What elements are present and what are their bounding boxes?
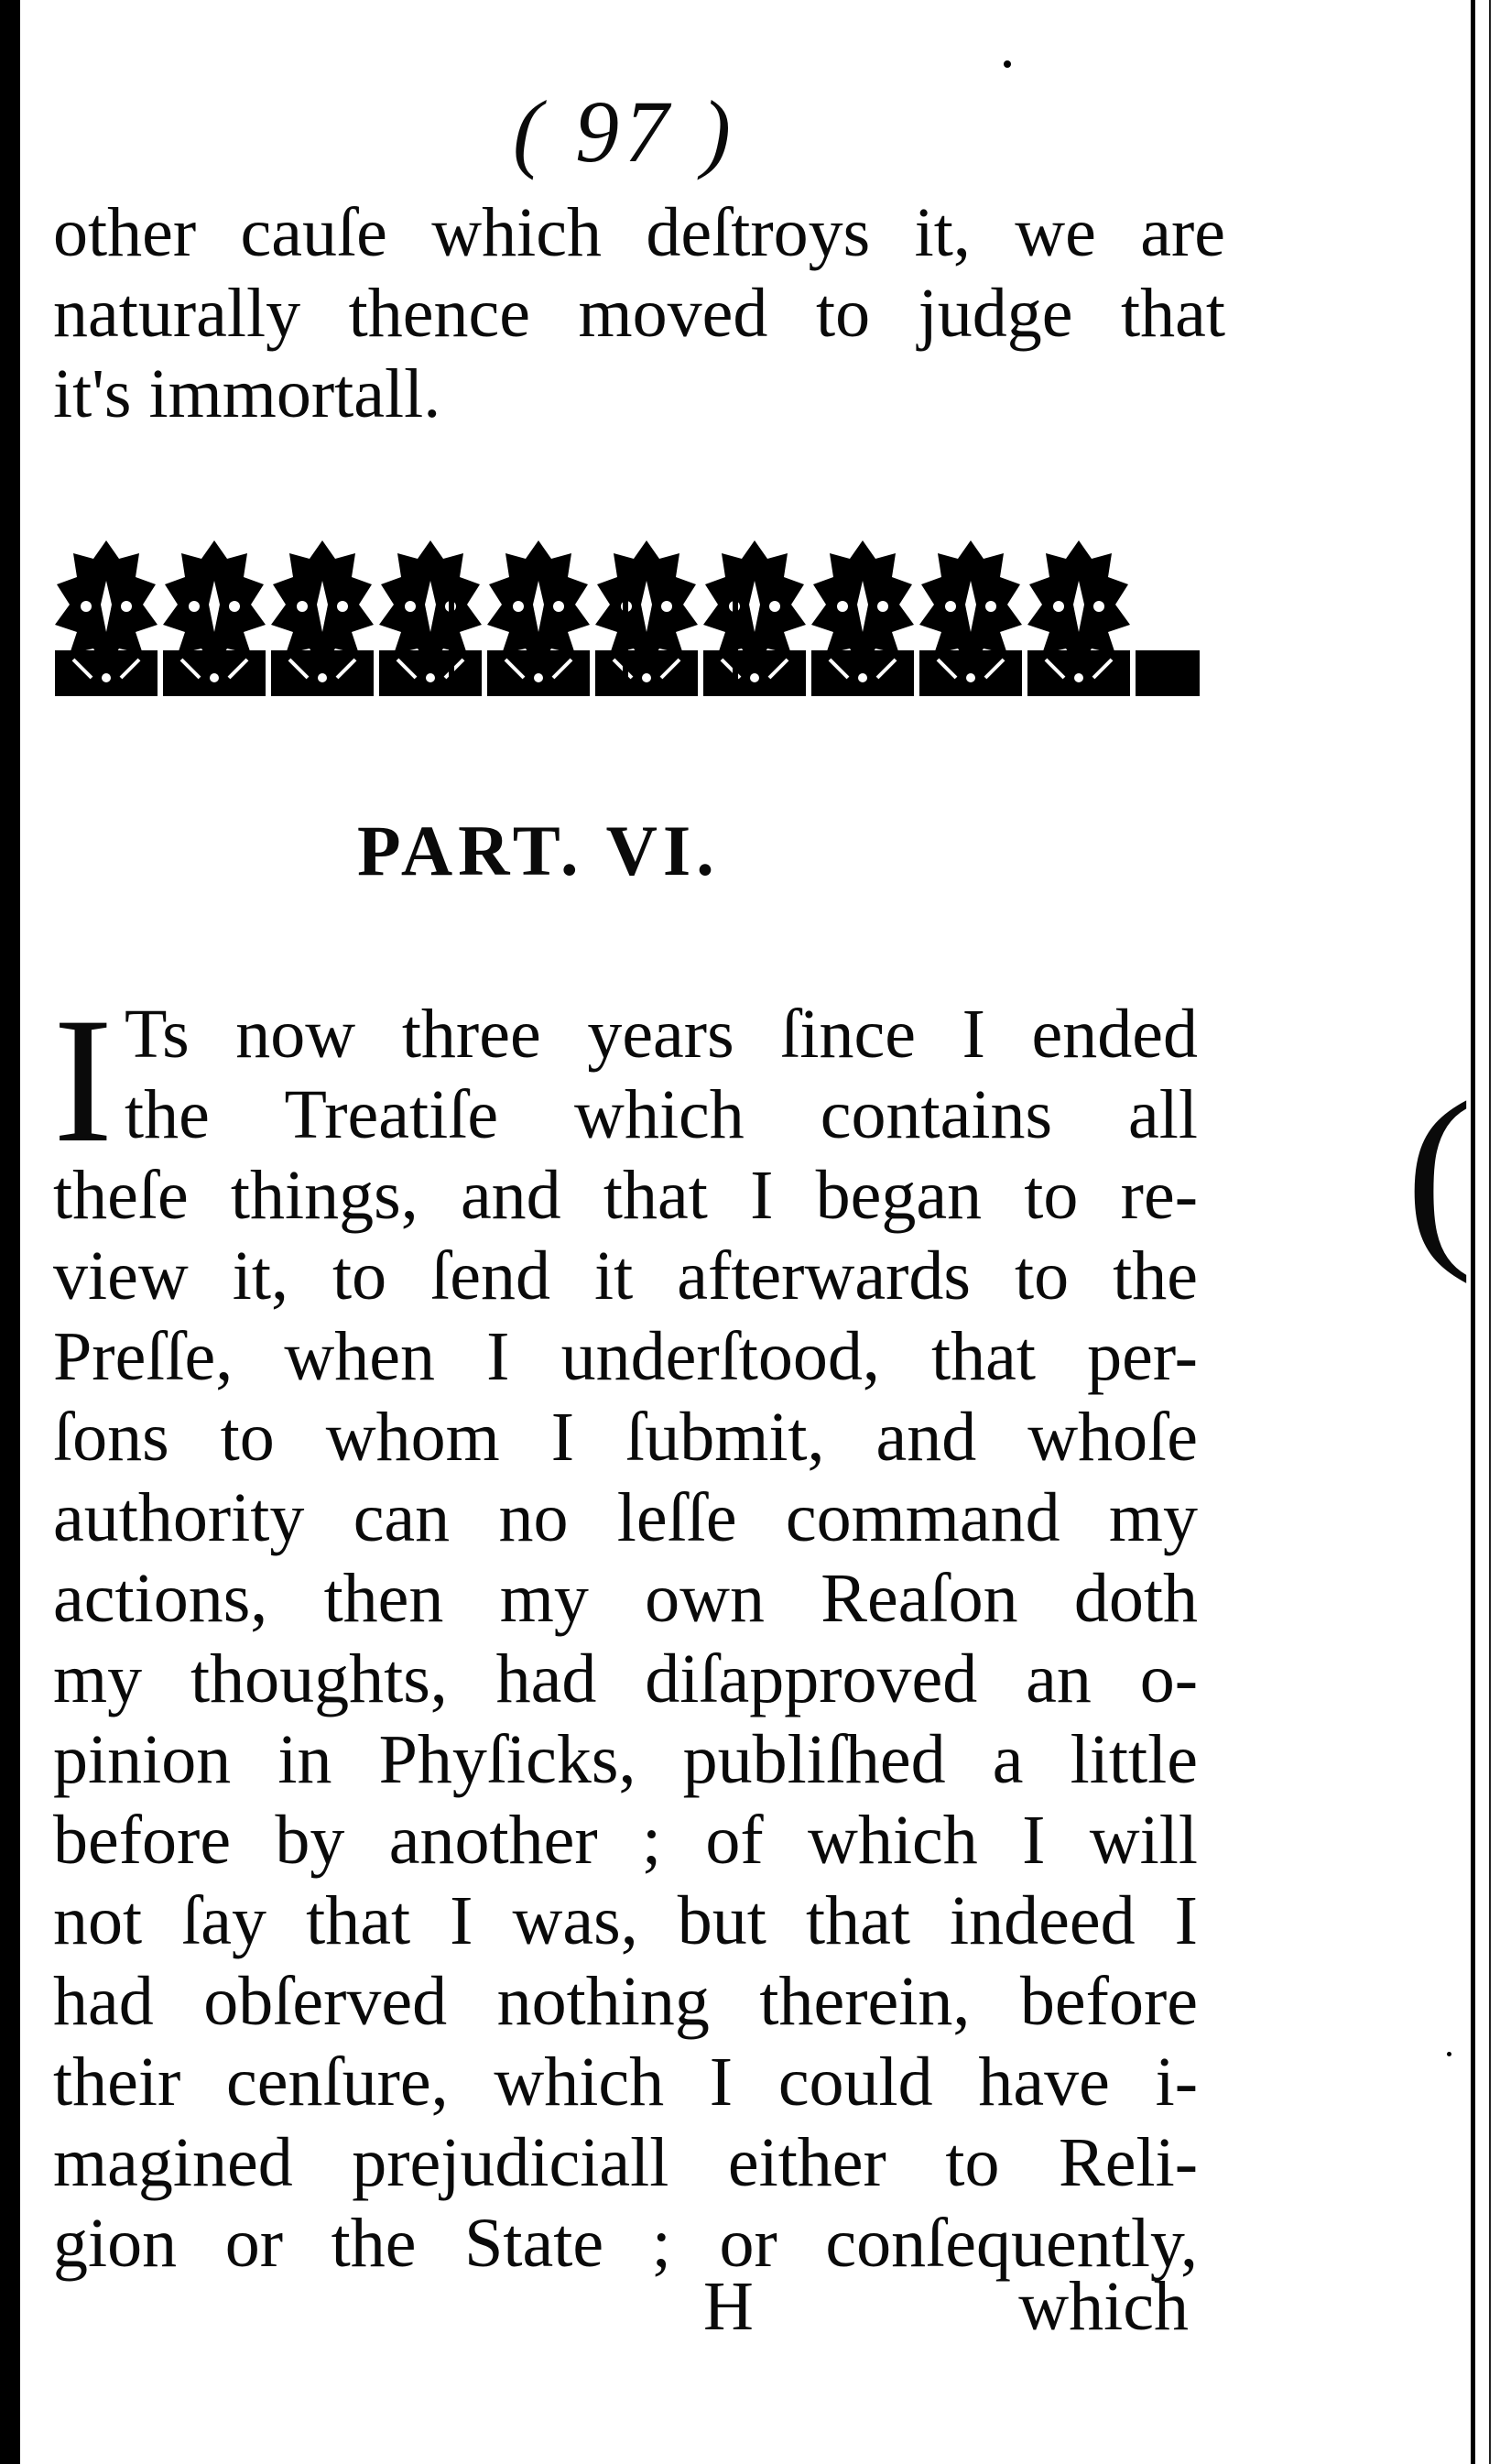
text-line: had obſerved nothing therein, before [53,1963,1198,2040]
drop-cap: I [53,981,114,1180]
text-line: naturally thence moved to judge that [53,275,1225,352]
signature-mark: H [703,2268,754,2345]
text-line: Ts now three years ſince I ended [125,996,1198,1073]
text-line: theſe things, and that I began to re- [53,1157,1198,1234]
text-line: my thoughts, had diſapproved an o- [53,1641,1198,1717]
opening-paragraph [53,192,1225,434]
text-line: before by another ; of which I will [53,1802,1198,1879]
text-line: view it, to ſend it afterwards to the [53,1237,1198,1314]
text-line: the Treatiſe which contains all [125,1076,1198,1153]
margin-bracket-mark: ( [1406,1061,1473,1284]
left-gutter-shadow [0,0,20,2464]
text-line: actions, then my own Reaſon doth [53,1560,1198,1637]
section-heading: PART. VI. [357,811,720,890]
text-line: not ſay that I was, but that indeed I [53,1882,1198,1959]
text-line: their cenſure, which I could have i- [53,2044,1198,2121]
text-line: magined prejudiciall either to Reli- [53,2124,1198,2201]
text-line: it's immortall. [53,355,441,432]
right-page-edge-thin [1489,0,1491,2464]
body-paragraph [53,994,1198,2284]
text-line: ſons to whom I ſubmit, and whoſe [53,1399,1198,1476]
catchword: which [1018,2268,1189,2345]
ink-speck [1447,2052,1451,2056]
printers-ornament-band-icon [55,540,1200,696]
text-line: Preſſe, when I underſtood, that per- [53,1318,1198,1395]
page-footer [53,2268,1189,2354]
text-line: gion or the State ; or conſequently, [53,2205,1198,2282]
text-line: other cauſe which deſtroys it, we are [53,194,1225,271]
page-number: ( 97 ) [513,82,736,180]
text-line: authority can no leſſe command my [53,1479,1198,1556]
text-line: pinion in Phyſicks, publiſhed a little [53,1721,1198,1798]
ink-speck [1004,60,1011,68]
